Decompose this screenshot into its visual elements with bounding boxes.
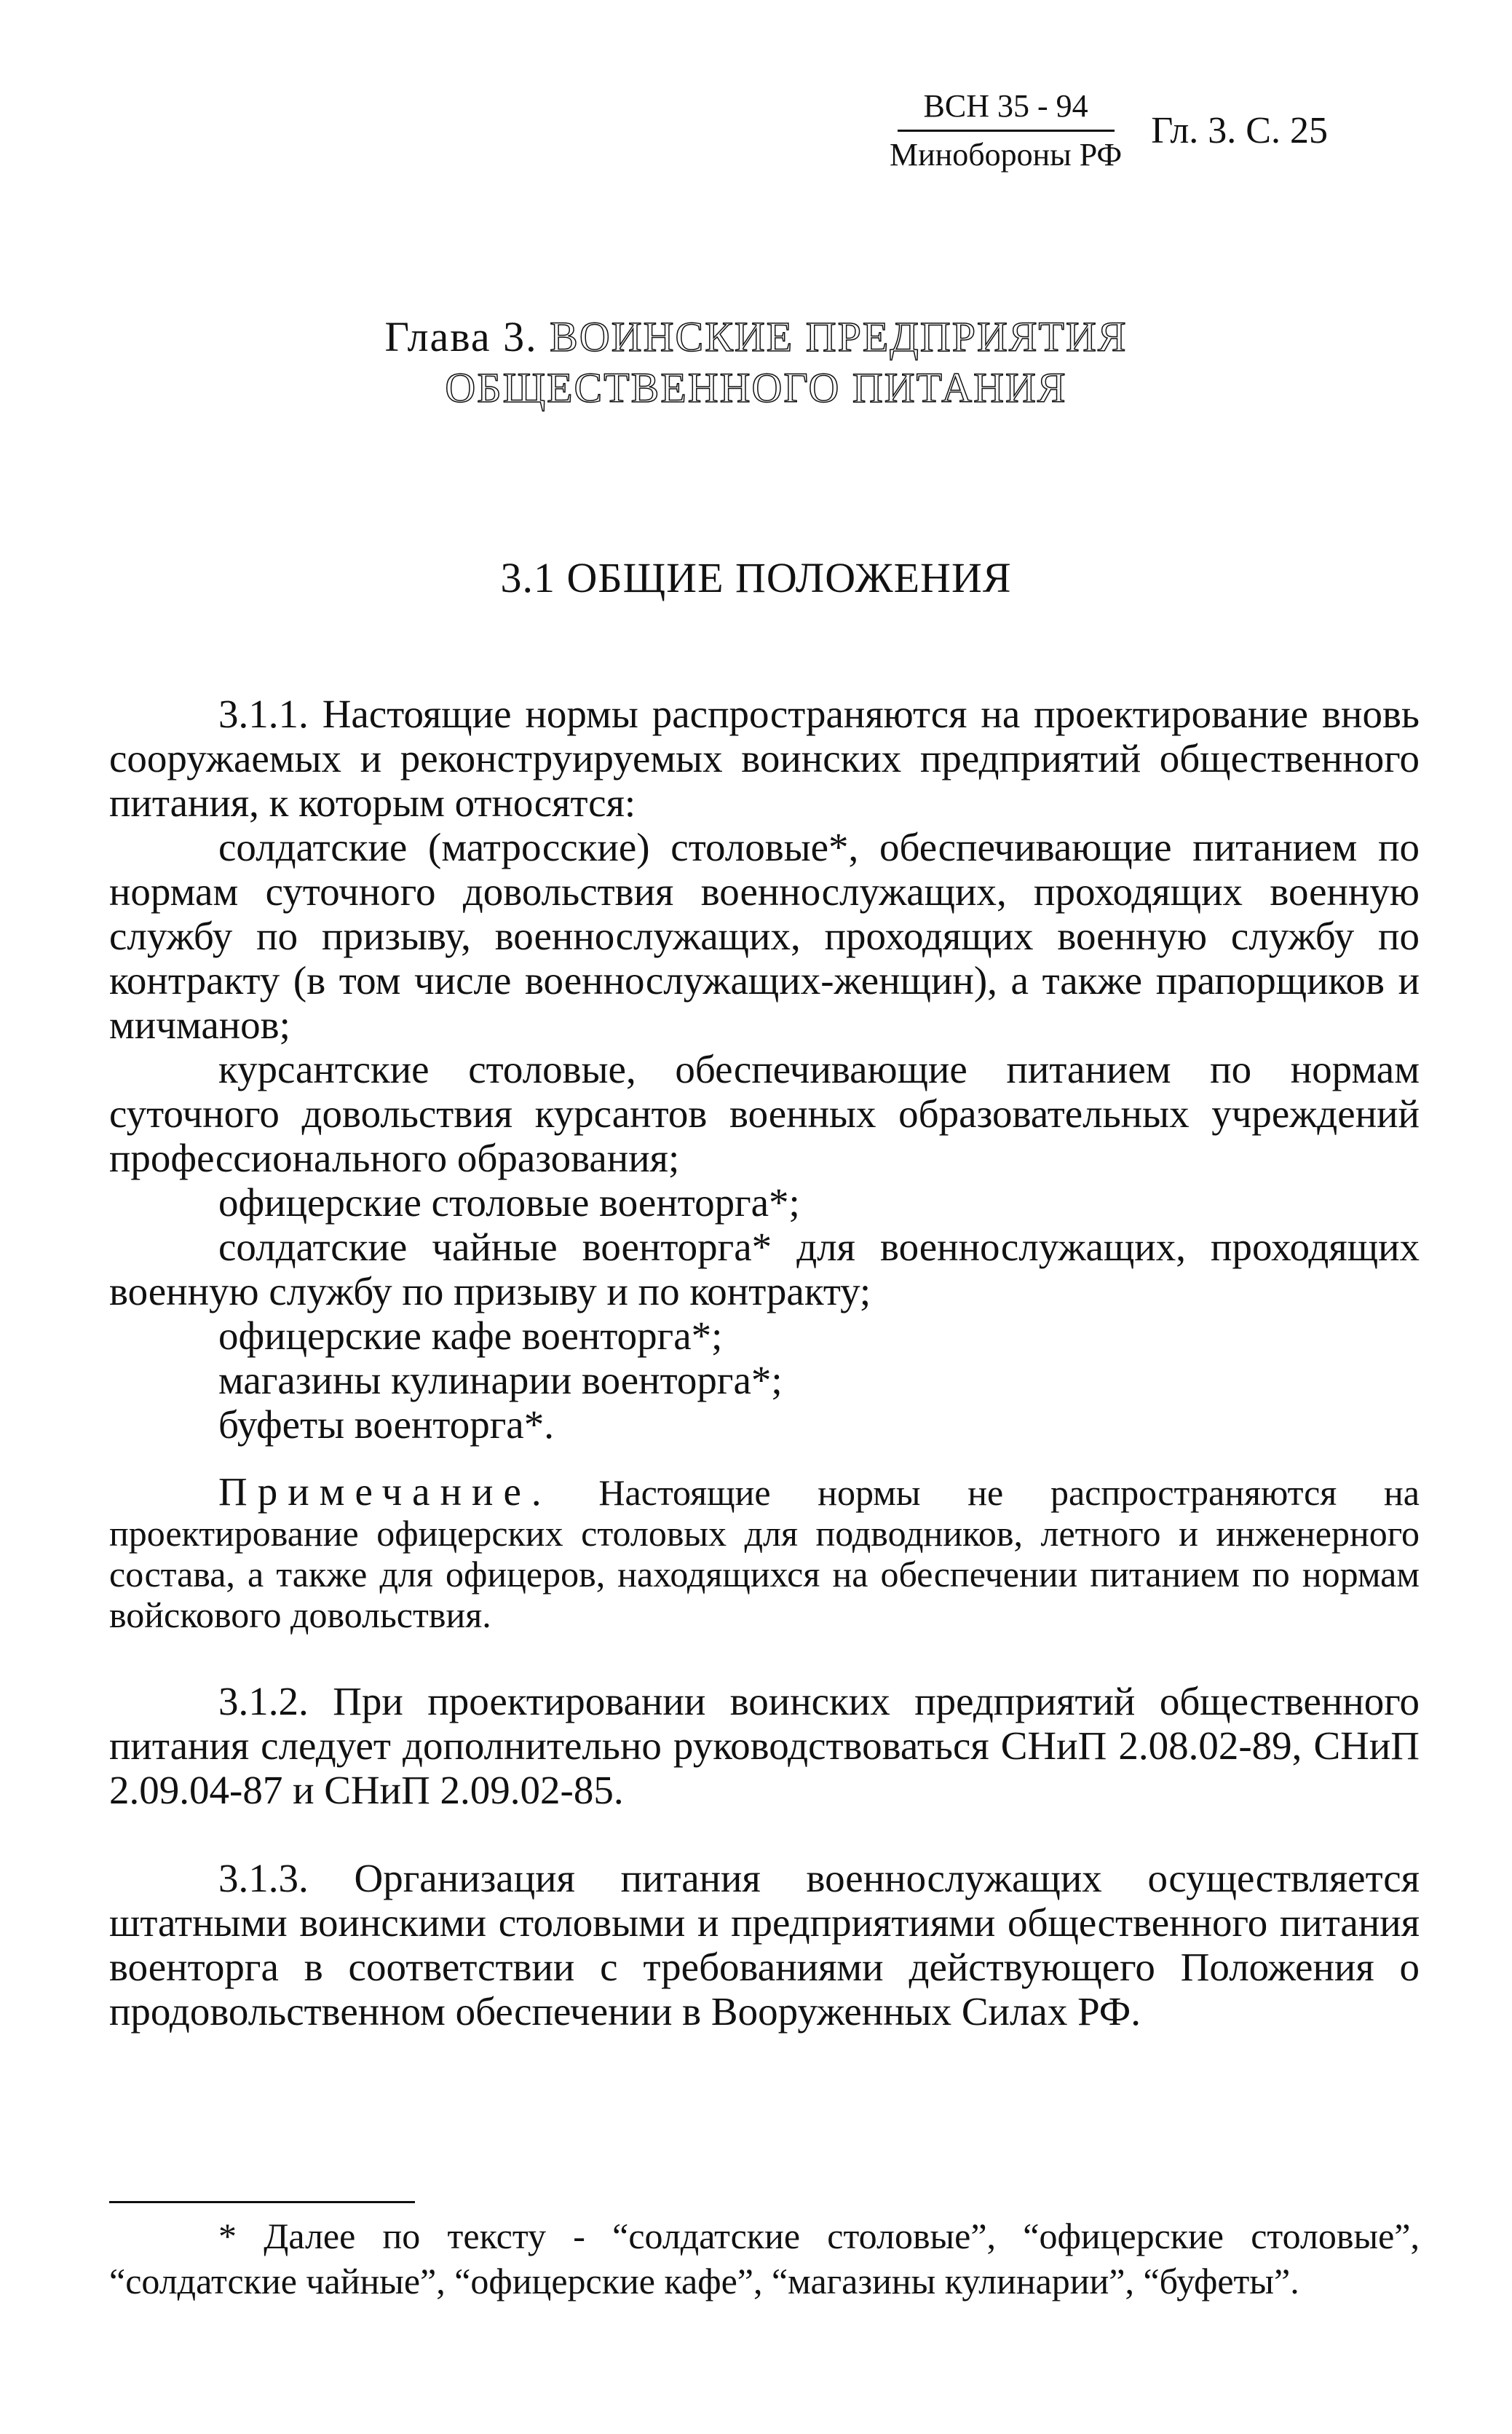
chapter-heading-line1 xyxy=(0,312,1512,363)
footnote: * Далее по тексту - “солдатские столовые”, “офицерские столовые”, “солдатские чайные”, “офицерские кафе”, “магазины кулинарии”, “буфеты”. xyxy=(109,2216,1420,2301)
document-body xyxy=(109,692,1420,2034)
document-code-block xyxy=(890,86,1122,175)
list-item: солдатские (матросские) столовые*, обеспечивающие питанием по нормам суточного довольствия военнослужащих, проходящих военную службу по призыву, военнослужащих, проходящих военную службу по контракту (в том числе военнослужащих-женщин), а также прапорщиков и мичманов; xyxy=(109,825,1420,1047)
section-title: 3.1 ОБЩИЕ ПОЛОЖЕНИЯ xyxy=(500,554,1012,601)
list-item: магазины кулинарии военторга*; xyxy=(218,1358,783,1402)
list-item: буфеты военторга*. xyxy=(218,1402,554,1447)
chapter-title-line1: ВОИНСКИЕ ПРЕДПРИЯТИЯ xyxy=(550,313,1128,360)
list-item: солдатские чайные военторга* для военнослужащих, проходящих военную службу по призыву и по контракту; xyxy=(109,1225,1420,1313)
chapter-label: Глава 3. xyxy=(384,313,538,360)
chapter-heading xyxy=(0,312,1512,414)
paragraph-3-1-3: 3.1.3. Организация питания военнослужащих осуществляется штатными воинскими столовыми и предприятиями общественного питания военторга в соответствии с требованиями действующего Положения о продовольственном обеспечении в Вооруженных Силах РФ. xyxy=(109,1856,1420,2034)
footnote-divider xyxy=(109,2201,415,2203)
note-label: Примечание. xyxy=(218,1469,552,1514)
document-code: ВСН 35 - 94 xyxy=(898,86,1115,132)
list-item: офицерские столовые военторга*; xyxy=(218,1180,800,1225)
issuing-organization: Минобороны РФ xyxy=(890,137,1123,173)
list-item: офицерские кафе военторга*; xyxy=(218,1313,723,1358)
list-item: курсантские столовые, обеспечивающие питанием по нормам суточного довольствия курсантов военных образовательных учреждений профессионального образования; xyxy=(109,1047,1420,1180)
page-header xyxy=(890,86,1328,175)
paragraph-3-1-2: 3.1.2. При проектировании воинских предприятий общественного питания следует дополнительно руководствоваться СНиП 2.08.02-89, СНиП 2.09.04-87 и СНиП 2.09.02-85. xyxy=(109,1679,1420,1812)
page-reference: Гл. 3. С. 25 xyxy=(1151,110,1328,151)
chapter-title-line2: ОБЩЕСТВЕННОГО ПИТАНИЯ xyxy=(445,364,1067,411)
note-text: Настоящие нормы не распространяются на проектирование офицерских столовых для подводников, летного и инженерного состава, а также для офицеров, находящихся на обеспечении питанием по нормам войскового довольствия. xyxy=(109,1472,1420,1635)
paragraph-3-1-1: 3.1.1. Настоящие нормы распространяются на проектирование вновь сооружаемых и реконструируемых воинских предприятий общественного питания, к которым относятся: xyxy=(109,692,1420,825)
note-paragraph xyxy=(109,1471,1420,1635)
